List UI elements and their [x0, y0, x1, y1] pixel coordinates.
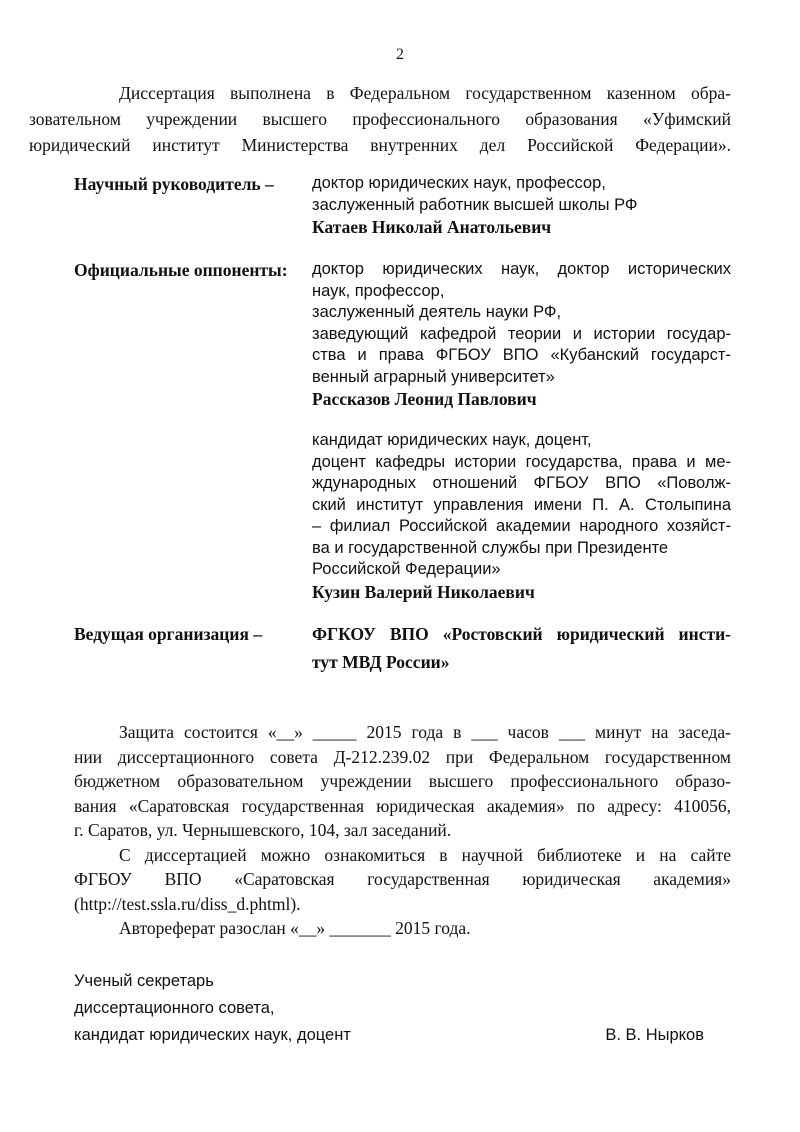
- secretary-line: Ученый секретарь: [74, 972, 214, 990]
- opponent-2-line: доцент кафедры истории государства, права и ме-: [312, 452, 731, 471]
- defense-line: бюджетном образовательном учреждении высшего профессионального образо-: [74, 771, 731, 791]
- opponent-1-name: Рассказов Леонид Павлович: [312, 389, 537, 409]
- opponent-2-line: – филиал Российской академии народного хозяйст-: [312, 517, 731, 535]
- opponents-section: [74, 259, 731, 609]
- supervisor-name: Катаев Николай Анатольевич: [312, 217, 552, 237]
- intro-line: юридический институт Министерства внутренних дел Российской Федерации».: [29, 135, 731, 155]
- opponent-1-line: наук, профессор,: [312, 281, 445, 300]
- abstract-sent-line: Автореферат разослан «__» _______ 2015 года.: [119, 918, 471, 938]
- opponent-2-details: [312, 430, 731, 604]
- leading-org-line: тут МВД России»: [312, 652, 450, 672]
- opponent-1-line: доктор юридических наук, доктор исторических: [312, 260, 731, 278]
- opponent-2-line: ждународных отношений ФГБОУ ВПО «Поволж-: [312, 474, 731, 492]
- opponents-role: Официальные оппоненты:: [74, 260, 288, 280]
- opponent-1-details: [312, 259, 731, 411]
- opponent-1-line: ства и права ФГБОУ ВПО «Кубанский государст-: [312, 346, 731, 364]
- opponent-2-line: ва и государственной службы при Президенте: [312, 538, 669, 557]
- supervisor-details: [312, 173, 731, 239]
- opponent-2-line: Российской Федерации»: [312, 560, 501, 578]
- opponent-2-name: Кузин Валерий Николаевич: [312, 581, 535, 602]
- defense-line: г. Саратов, ул. Чернышевского, 104, зал заседаний.: [74, 820, 452, 840]
- intro-line: зовательном учреждении высшего профессионального образования «Уфимский: [29, 109, 731, 129]
- defense-line: вания «Саратовская государственная юридическая академия» по адресу: 410056,: [74, 795, 731, 816]
- signature-row: [74, 1022, 704, 1049]
- opponent-1-line: заведующий кафедрой теории и истории государ-: [312, 324, 731, 343]
- secretary-line: диссертационного совета,: [74, 999, 275, 1017]
- secretary-name: В. В. Нырков: [605, 1026, 704, 1044]
- library-line: С диссертацией можно ознакомиться в научной библиотеке и на сайте: [119, 844, 731, 865]
- library-line: ФГБОУ ВПО «Саратовская государственная юридическая академия»: [74, 869, 731, 889]
- secretary-block: [74, 968, 731, 1049]
- opponent-1-line: венный аграрный университет»: [312, 367, 555, 386]
- library-line: (http://test.ssla.ru/diss_d.phtml).: [74, 893, 301, 914]
- defense-line: Защита состоится «__» _____ 2015 года в ___ часов ___ минут на заседа-: [119, 722, 731, 742]
- opponent-1-line: заслуженный деятель науки РФ,: [312, 303, 562, 321]
- supervisor-line: заслуженный работник высшей школы РФ: [312, 195, 638, 214]
- leading-org-line: ФГКОУ ВПО «Ростовский юридический инсти-: [312, 624, 731, 644]
- intro-line: Диссертация выполнена в Федеральном государственном казенном обра-: [119, 83, 731, 103]
- opponent-2-line: кандидат юридических наук, доцент,: [312, 431, 592, 449]
- supervisor-line: доктор юридических наук, профессор,: [312, 174, 606, 192]
- leading-org-role: Ведущая организация –: [74, 624, 263, 644]
- supervisor-section: [74, 173, 731, 243]
- page-number: 2: [396, 46, 404, 63]
- leading-org-section: [74, 620, 731, 680]
- defense-section: [74, 720, 731, 941]
- supervisor-role: Научный руководитель –: [74, 174, 274, 194]
- defense-line: нии диссертационного совета Д-212.239.02 при Федеральном государственном: [74, 746, 731, 767]
- opponent-2-line: ский институт управления имени П. А. Столыпина: [312, 495, 731, 514]
- intro-paragraph: [29, 80, 731, 158]
- secretary-degree: кандидат юридических наук, доцент: [74, 1026, 351, 1044]
- leading-org-name: [312, 620, 731, 676]
